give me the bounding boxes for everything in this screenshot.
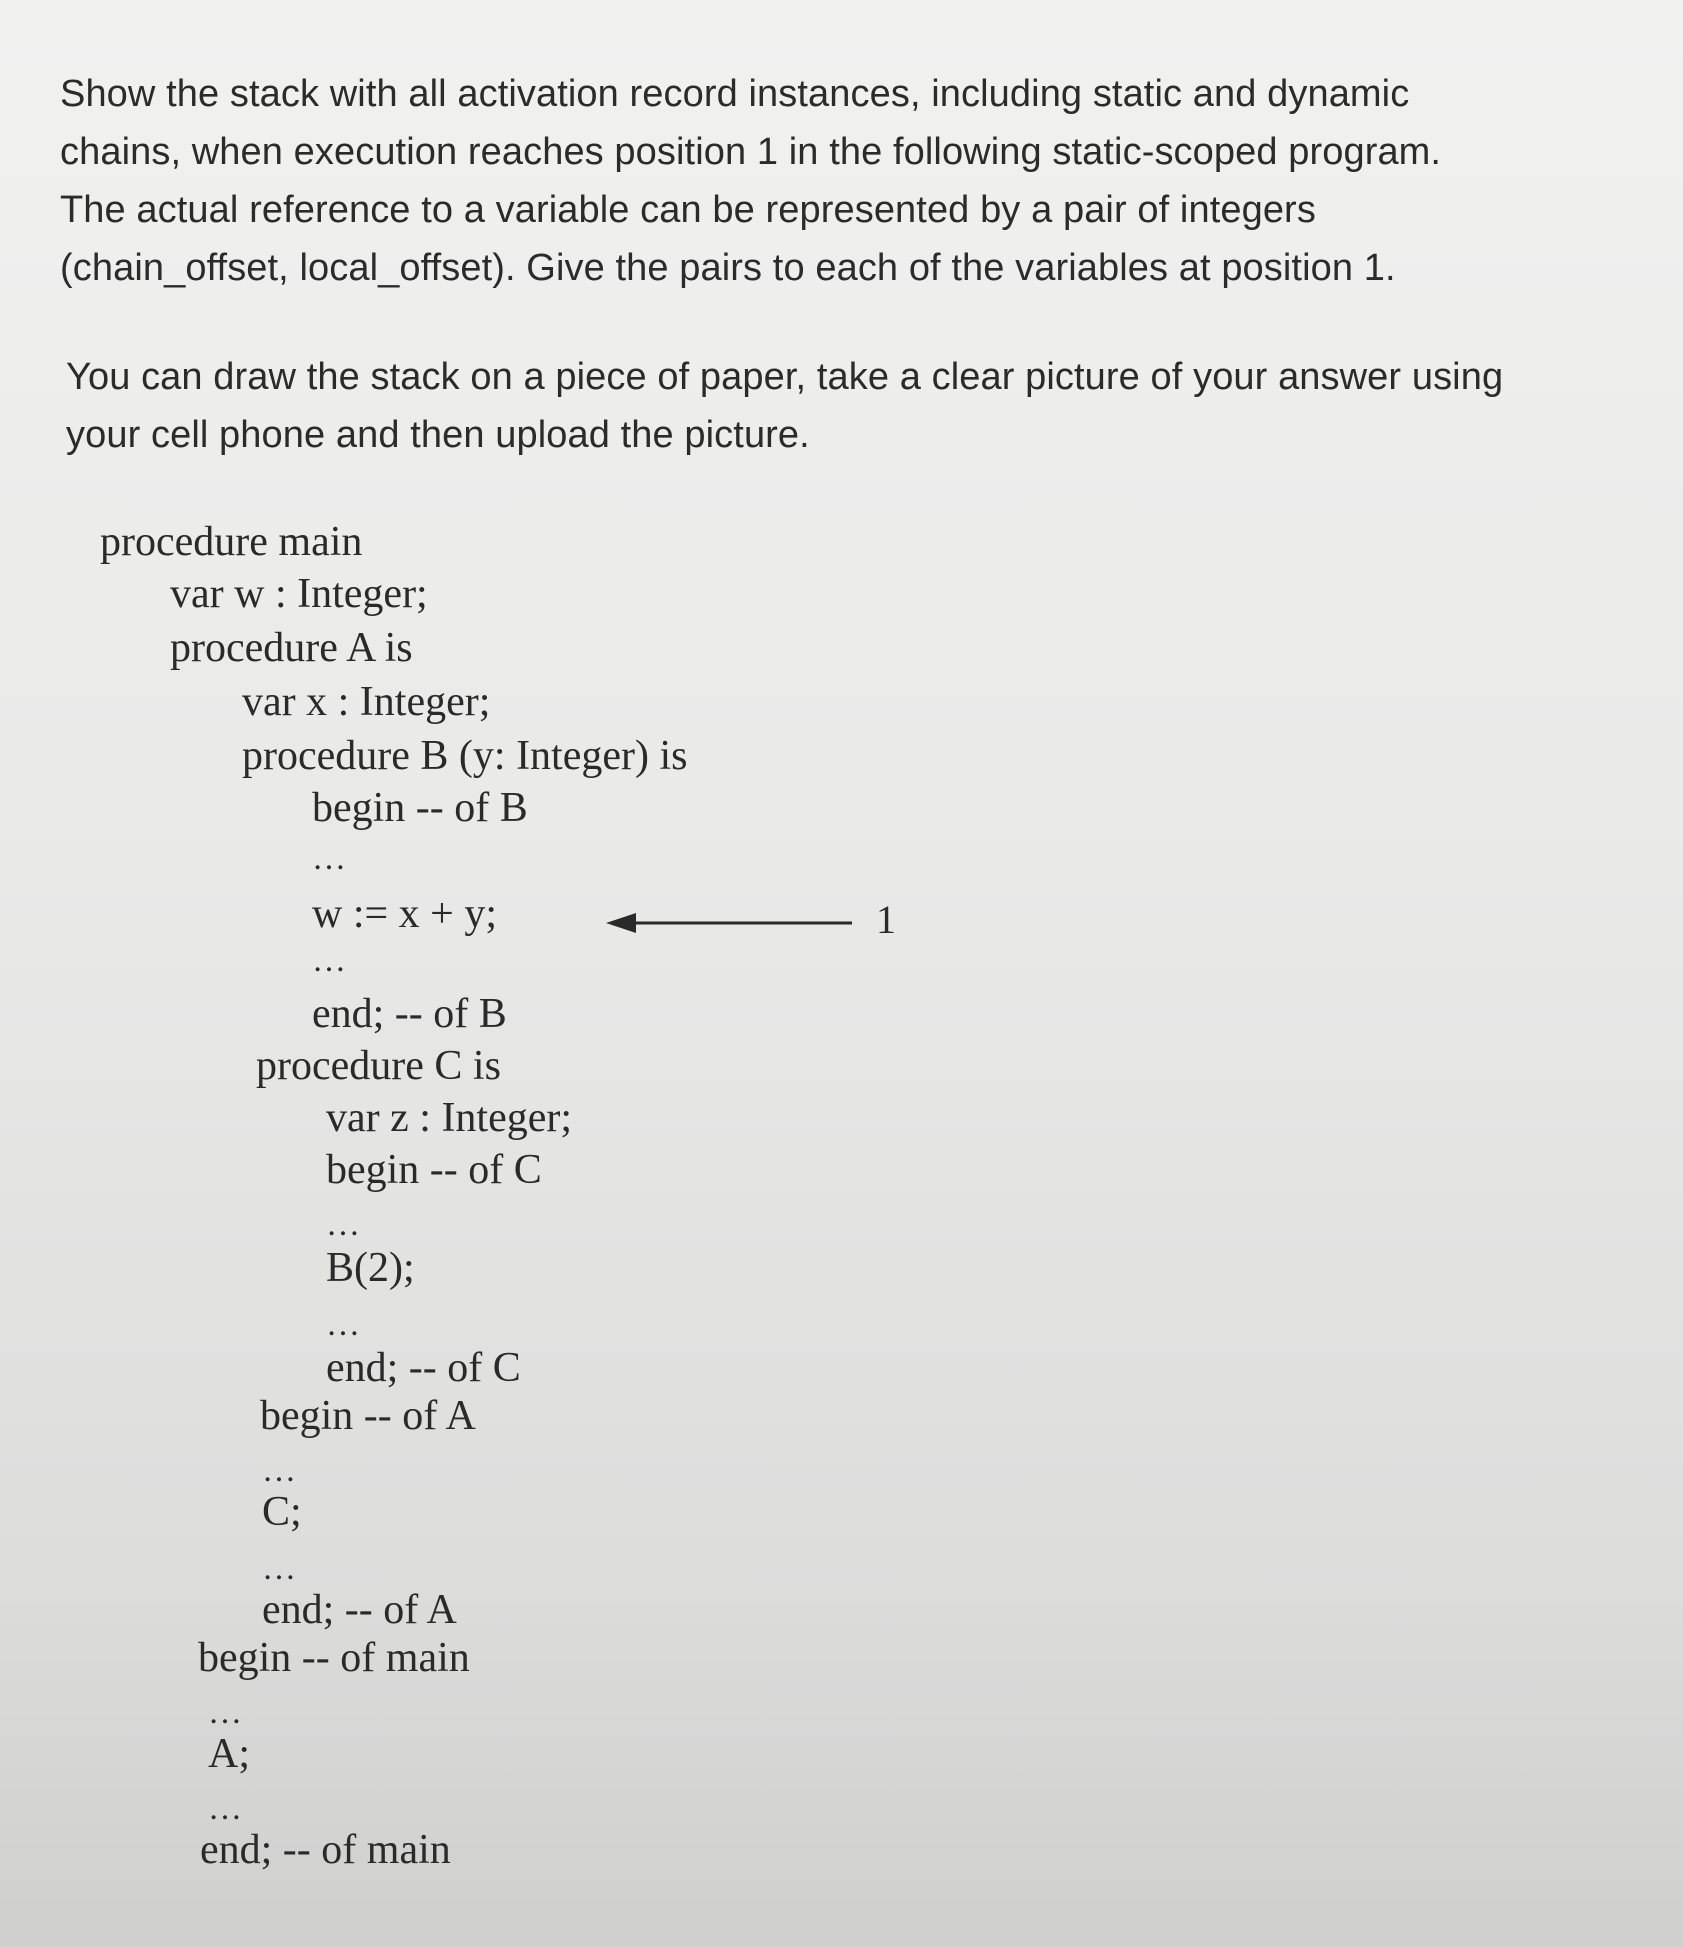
question-line-1: Show the stack with all activation record instances, including static and dynamic [60, 73, 1410, 115]
code-line-begin-c: begin -- of C [326, 1147, 542, 1193]
code-line-begin-a: begin -- of A [260, 1393, 476, 1439]
code-line-ellipsis: … [208, 1694, 246, 1731]
code-line-end-b: end; -- of B [312, 991, 507, 1037]
position-marker: 1 [876, 897, 896, 942]
question-line-2: chains, when execution reaches position 1 in the following static-scoped program. [60, 131, 1442, 173]
code-line-procedure-b: procedure B (y: Integer) is [242, 733, 688, 779]
code-line-ellipsis: … [208, 1790, 246, 1827]
code-line-end-a: end; -- of A [262, 1587, 457, 1633]
code-line-var-z: var z : Integer; [326, 1095, 573, 1141]
code-line-end-c: end; -- of C [326, 1345, 521, 1391]
code-line-ellipsis: … [326, 1206, 364, 1243]
code-line-ellipsis: … [326, 1306, 364, 1343]
code-line-begin-b: begin -- of B [312, 785, 528, 831]
code-line-ellipsis: … [312, 942, 350, 979]
code-line-call-b: B(2); [326, 1245, 415, 1291]
code-line-call-c: C; [262, 1489, 302, 1535]
instruction-line-2: your cell phone and then upload the picture. [66, 414, 810, 456]
code-line-var-x: var x : Integer; [242, 679, 491, 725]
question-line-3: The actual reference to a variable can be represented by a pair of integers [60, 189, 1316, 231]
code-line-ellipsis: … [312, 840, 350, 877]
question-line-4: (chain_offset, local_offset). Give the pairs to each of the variables at position 1. [60, 247, 1396, 289]
code-line-var-w: var w : Integer; [170, 571, 428, 617]
code-line-end-main: end; -- of main [200, 1827, 451, 1873]
code-line-procedure-c: procedure C is [256, 1043, 501, 1089]
code-line-ellipsis: … [262, 1550, 300, 1587]
code-line-procedure-main: procedure main [100, 519, 363, 565]
code-line-begin-main: begin -- of main [198, 1635, 470, 1681]
code-line-call-a: A; [208, 1731, 250, 1777]
code-line-procedure-a: procedure A is [170, 625, 413, 671]
code-line-ellipsis: … [262, 1452, 300, 1489]
code-line-assignment: w := x + y; [312, 891, 498, 937]
instruction-line-1: You can draw the stack on a piece of paper, take a clear picture of your answer using [66, 356, 1504, 398]
